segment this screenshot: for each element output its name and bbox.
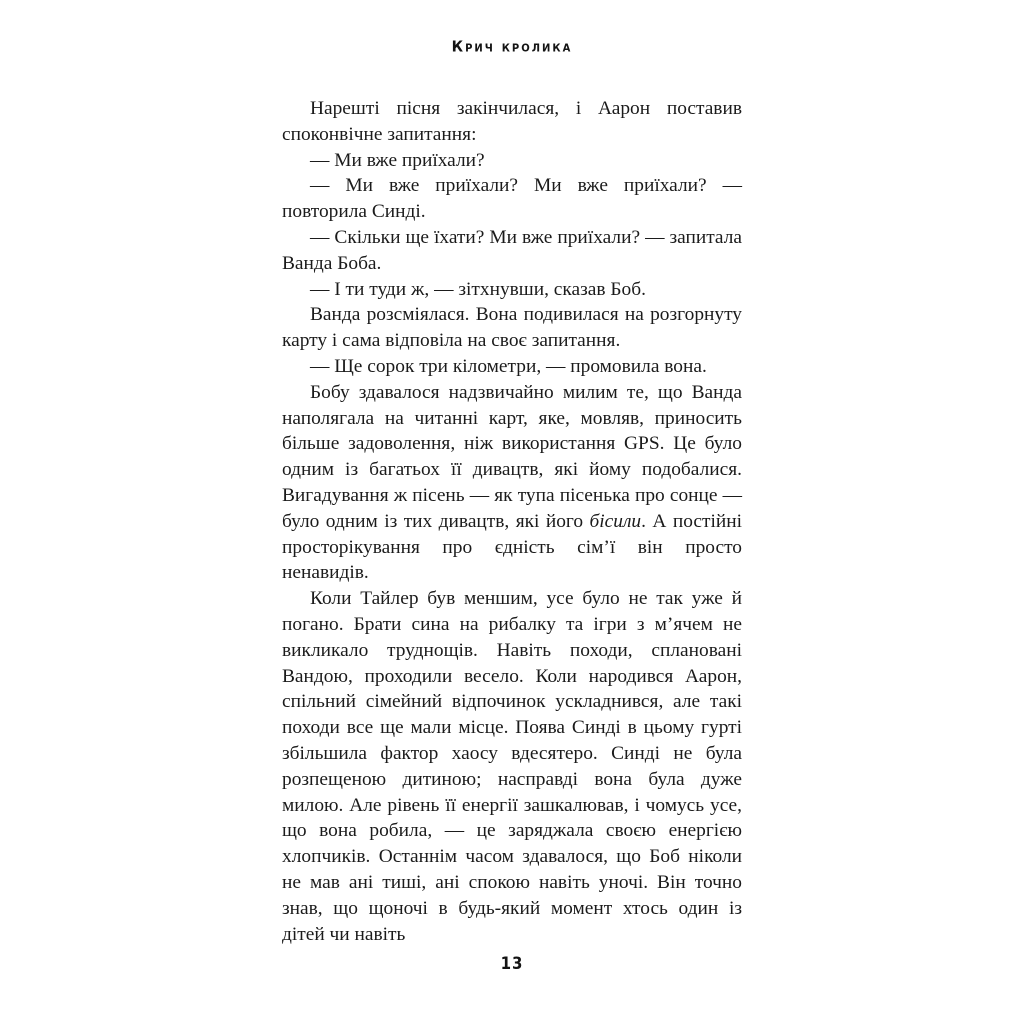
paragraph-dialogue-1 <box>282 148 742 174</box>
paragraph-text: — І ти туди ж, — зітхнувши, сказав Боб. <box>310 278 646 300</box>
paragraph-text: Ванда розсміялася. Вона подивилася на розгорнуту карту і сама відповіла на своє запитання. <box>282 304 742 352</box>
paragraph-text: — Ми вже приїхали? Ми вже приїхали? — повторила Синді. <box>282 175 742 223</box>
paragraph-narration-1 <box>282 96 742 148</box>
paragraph-narration-3 <box>282 380 742 586</box>
paragraph-text: Коли Тайлер був меншим, усе було не так уже й погано. Брати сина на рибалку та ігри з м’ячем не викликало труднощів. Навіть походи, сплановані Вандою, проходили весело. Коли народився Аарон, спільний сімейний відпочинок ускладнився, але такі походи все ще мали місце. Поява Синді в цьому гурті збільшила фактор хаосу вдесятеро. Синді не була розпещеною дитиною; насправді вона була дуже милою. Але рівень її енергії зашкалював, і чомусь усе, що вона робила, — це заряджала своєю енергією хлопчиків. Останнім часом здавалося, що Боб ніколи не мав ані тиші, ані спокою навіть уночі. Він точно знав, що щоночі в будь-який момент хтось один із дітей чи навіть <box>282 588 742 945</box>
page-number: 13 <box>500 952 524 974</box>
paragraph-text: — Ще сорок три кілометри, — промовила вона. <box>310 355 707 377</box>
paragraph-text: . А постійні просторікування про єдність сім’ї він просто ненавидів. <box>282 510 742 584</box>
paragraph-dialogue-4 <box>282 277 742 303</box>
paragraph-text: — Скільки ще їхати? Ми вже приїхали? — запитала Ванда Боба. <box>282 226 742 274</box>
body-text <box>282 96 742 947</box>
emphasized-word: бісили <box>589 510 642 532</box>
paragraph-dialogue-5 <box>282 354 742 380</box>
paragraph-dialogue-2 <box>282 173 742 225</box>
paragraph-dialogue-3 <box>282 225 742 277</box>
paragraph-narration-2 <box>282 302 742 354</box>
running-head: Крич кролика <box>451 38 573 56</box>
paragraph-text: Нарешті пісня закінчилася, і Аарон поставив споконвічне запитання: <box>282 98 742 145</box>
paragraph-text: — Ми вже приїхали? <box>310 149 485 171</box>
paragraph-narration-4 <box>282 586 742 947</box>
paragraph-text: Бобу здавалося надзвичайно милим те, що Ванда наполягала на читанні карт, яке, мовляв, приносить більше задоволення, ніж використання GPS. Це було одним із багатьох її дивацтв, які йому подобалися. Вигадування ж пісень — як тупа пісенька про сонце — було одним із тих дивацтв, які його <box>282 381 742 532</box>
